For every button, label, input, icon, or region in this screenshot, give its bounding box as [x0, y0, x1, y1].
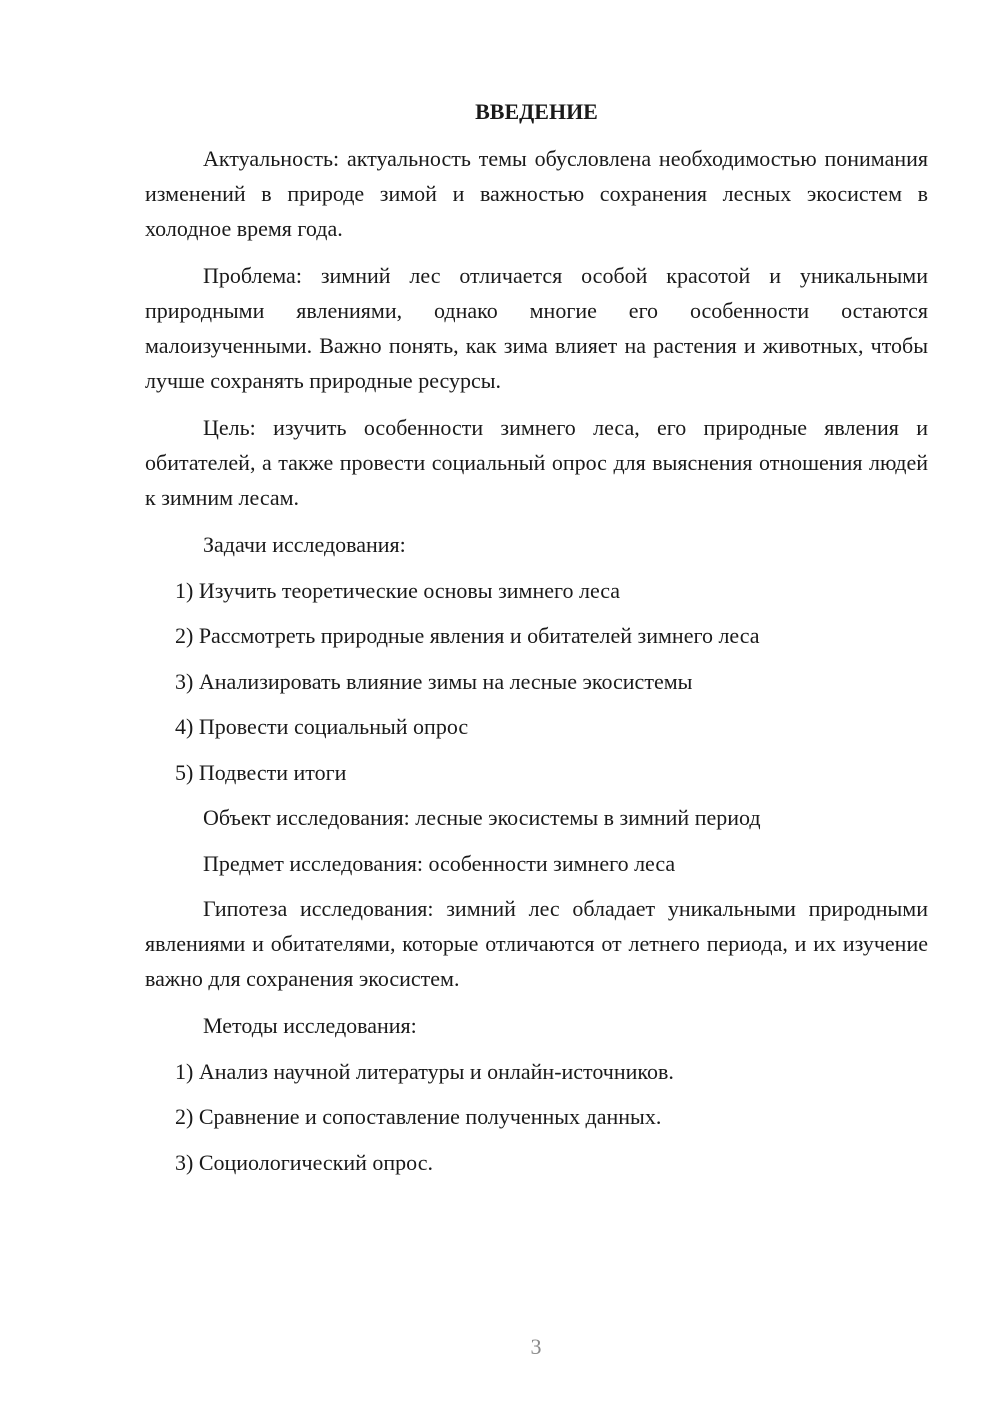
task-item-1: 1) Изучить теоретические основы зимнего леса	[175, 577, 621, 603]
research-subject: Предмет исследования: особенности зимнего леса	[203, 850, 676, 876]
method-item-2: 2) Сравнение и сопоставление полученных данных.	[175, 1104, 662, 1129]
document-body	[145, 94, 928, 1190]
method-item-1: 1) Анализ научной литературы и онлайн-источников.	[175, 1058, 674, 1084]
hypothesis-paragraph: Гипотеза исследования: зимний лес обладает уникальными природными явлениями и обитателями, которые отличаются от летнего периода, и их изучение важно для сохранения экосистем.	[145, 896, 928, 991]
task-item-2: 2) Рассмотреть природные явления и обитателей зимнего леса	[175, 623, 760, 648]
task-item-5: 5) Подвести итоги	[175, 759, 347, 785]
goal-paragraph: Цель: изучить особенности зимнего леса, его природные явления и обитателей, а также провести социальный опрос для выяснения отношения людей к зимним лесам.	[145, 415, 928, 510]
page-number: 3	[530, 1334, 542, 1359]
task-item-3: 3) Анализировать влияние зимы на лесные экосистемы	[175, 668, 693, 694]
research-object: Объект исследования: лесные экосистемы в зимний период	[203, 805, 761, 830]
task-item-4: 4) Провести социальный опрос	[175, 714, 469, 739]
methods-heading: Методы исследования:	[203, 1013, 417, 1038]
relevance-paragraph: Актуальность: актуальность темы обусловлена необходимостью понимания изменений в природе зимой и важностью сохранения лесных экосистем в холодное время года.	[145, 146, 928, 241]
method-item-3: 3) Социологический опрос.	[175, 1149, 433, 1175]
tasks-heading: Задачи исследования:	[203, 532, 406, 557]
section-title: ВВЕДЕНИЕ	[475, 99, 598, 124]
problem-paragraph: Проблема: зимний лес отличается особой красотой и уникальными природными явлениями, однако многие его особенности остаются малоизученными. Важно понять, как зима влияет на растения и животных, чтобы лучше сохранять природные ресурсы.	[145, 263, 928, 393]
